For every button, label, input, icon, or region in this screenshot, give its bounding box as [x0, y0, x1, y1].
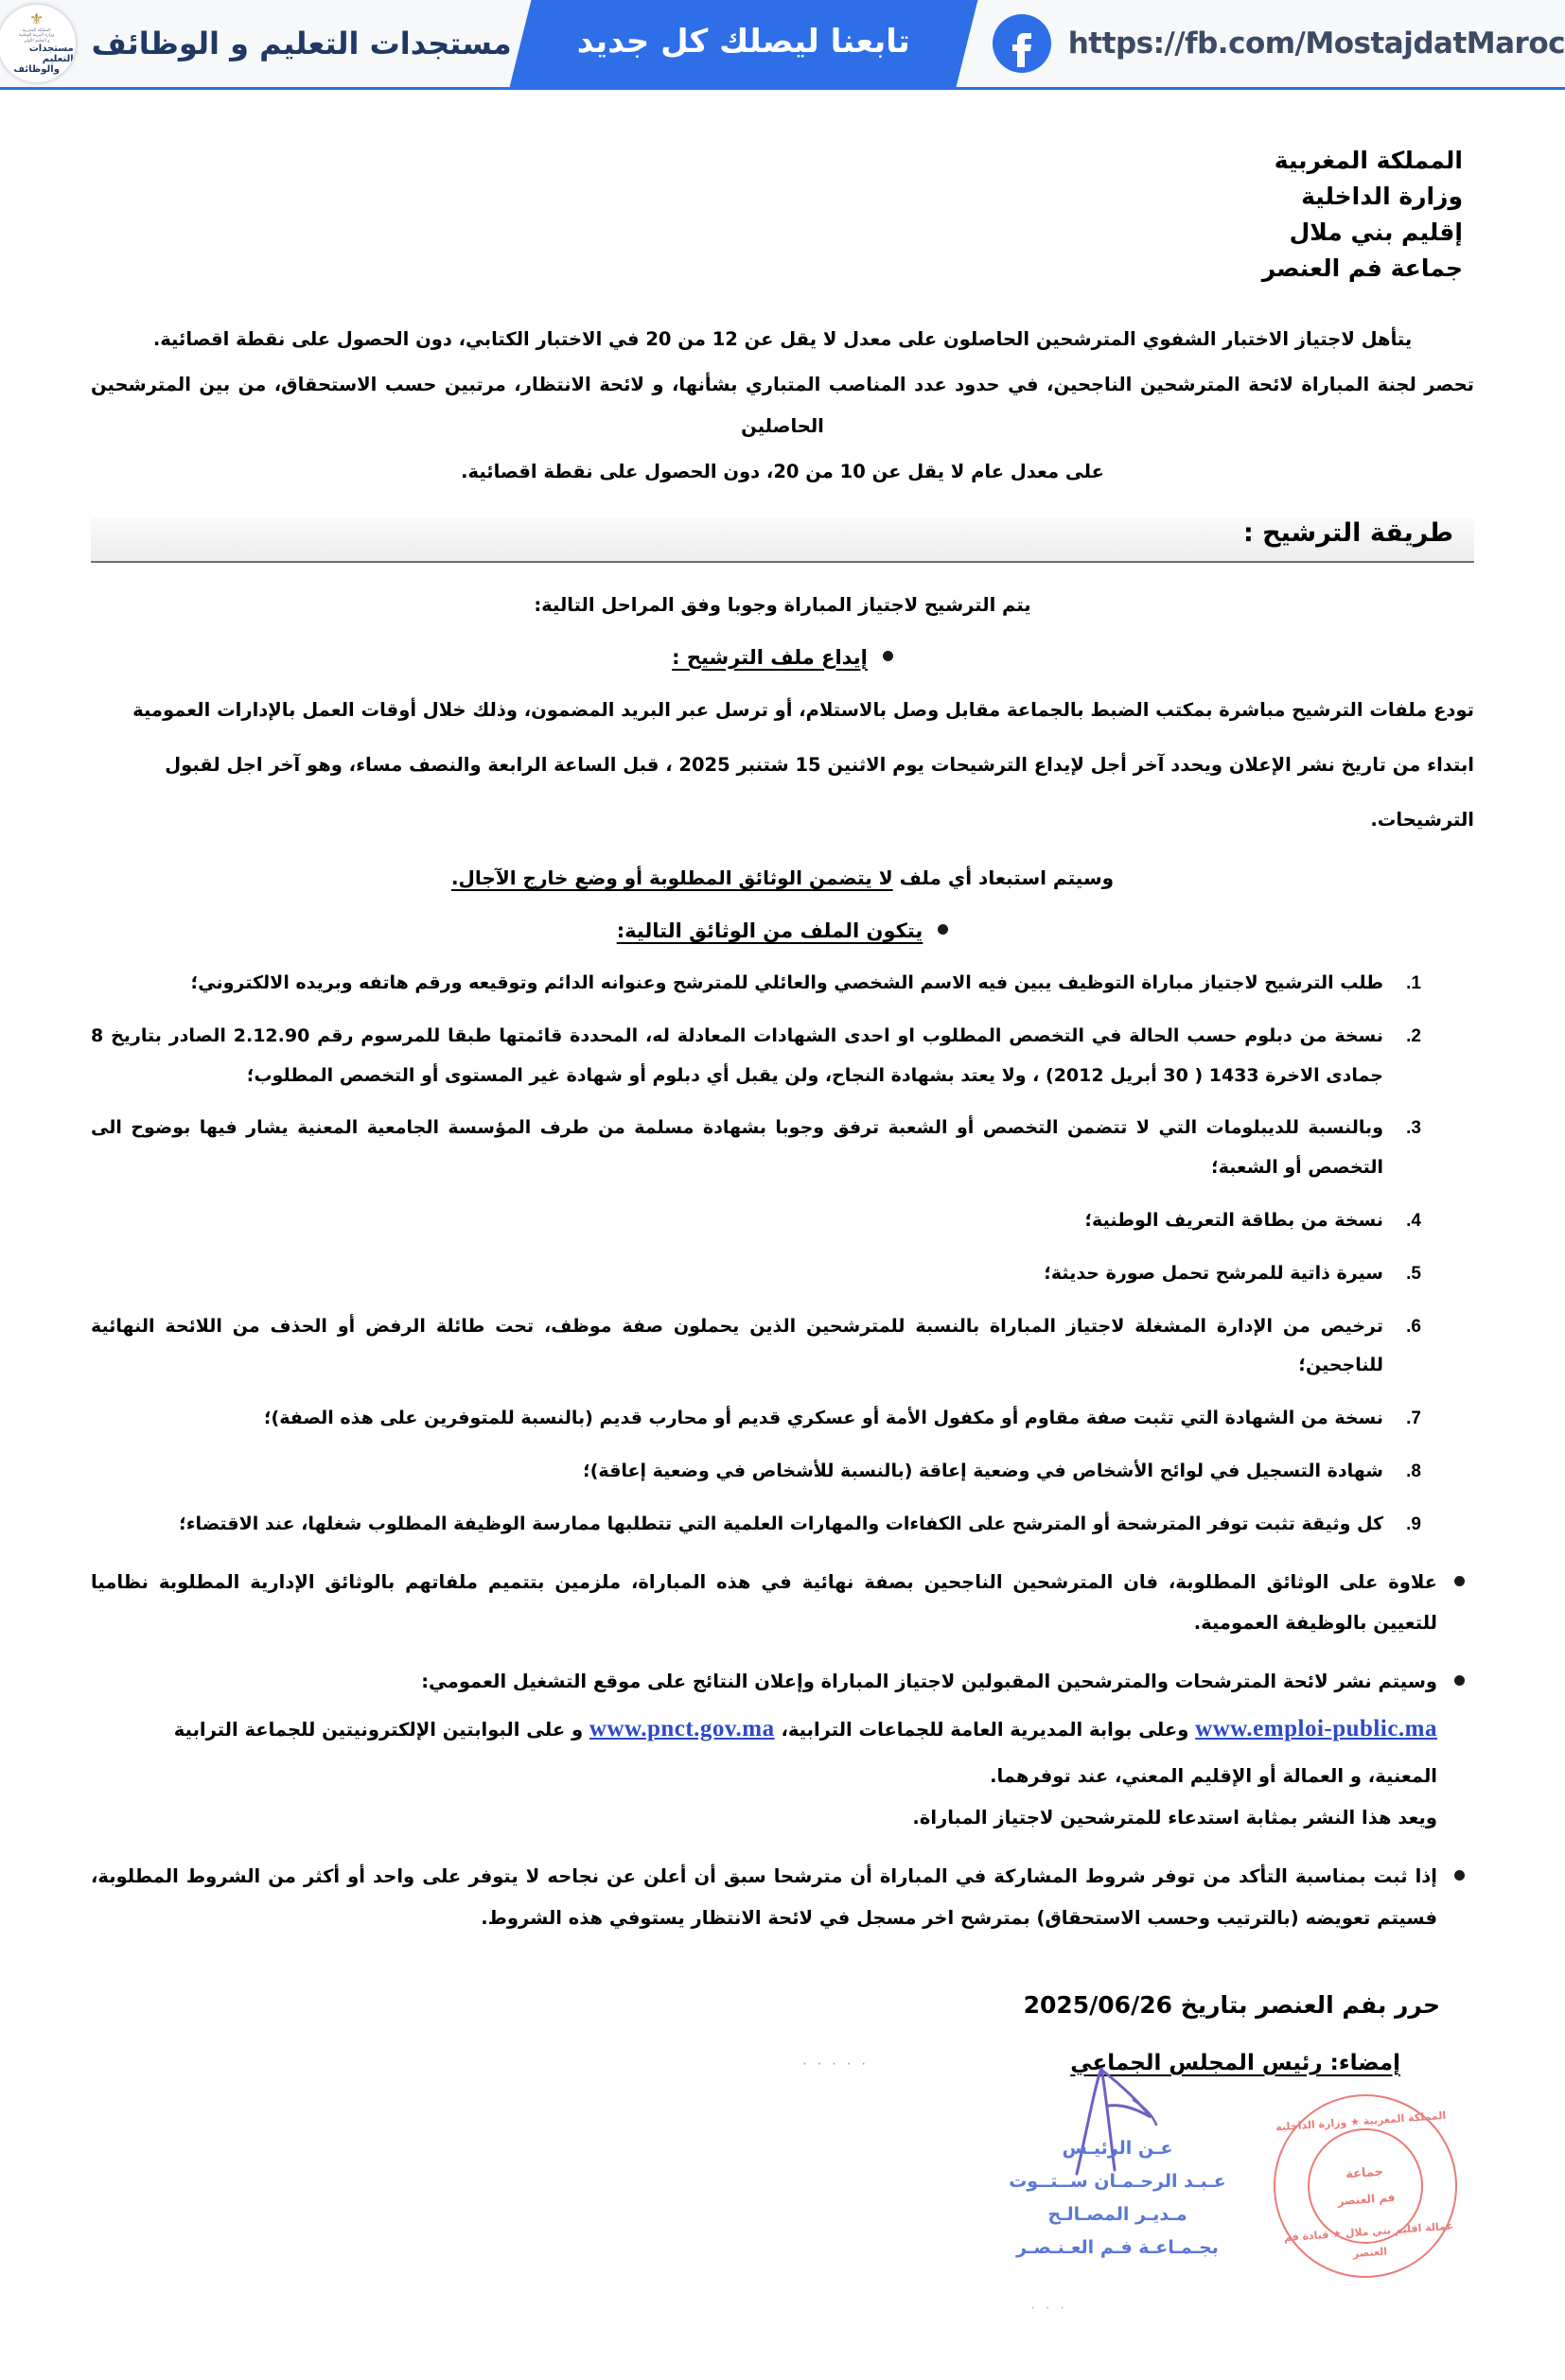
- deposit-paragraph-2: ابتداء من تاريخ نشر الإعلان ويحدد آخر أجل لإيداع الترشيحات يوم الاثنين 15 شتنبر 2025 ، قبل الساعة الرابعة والنصف مساء، وهو آخر اجل لقبول: [165, 754, 1474, 777]
- closing-text-3: إذا ثبت بمناسبة التأكد من توفر شروط المشاركة في المباراة أن مترشحا سبق أن أعلن عن نجاحه لا يتوفر على واحد أو أكثر من الشروط المطلوبة، فسيتم تعويضه (بالترتيب وحسب الاستحقاق) بمترشح اخر مسجل في لائحة الانتظار يستوفي هذه الشروط.: [91, 1865, 1437, 1930]
- doc-item-3: نسخة من بطاقة التعريف الوطنية؛: [1084, 1210, 1383, 1231]
- closing-bullet-2: [91, 1661, 1474, 1839]
- publication-line-3: ويعد هذا النشر بمثابة استدعاء للمترشحين لاجتياز المباراة.: [912, 1807, 1437, 1829]
- stamp-center-2: فم العنصر: [1337, 2190, 1396, 2208]
- deposit-paragraph-1: تودع ملفات الترشيح مباشرة بمكتب الضبط بالجماعة مقابل وصل بالاستلام، أو ترسل عبر البريد المضمون، وذلك خلال أوقات العمل بالإدارات العمومية: [132, 699, 1474, 722]
- signature-area: [91, 1983, 1474, 2380]
- intro-line-2: تحصر لجنة المباراة لائحة المترشحين الناجحين، في حدود عدد المناصب المتباري بشأنها، و لائحة الانتظار، مرتبين حسب الاستحقاق، من بين المترشحين الحاصلين: [91, 373, 1474, 437]
- section-lead: يتم الترشيح لاجتياز المباراة وجوبا وفق المراحل التالية:: [534, 593, 1031, 616]
- closing-bullet-1: [91, 1562, 1474, 1645]
- section-header-band: [91, 517, 1474, 563]
- banner-slogan: تابعنا ليصلك كل جديد: [576, 23, 910, 61]
- document-content: [0, 143, 1565, 2380]
- deposit-warning-prefix: وسيتم استبعاد أي ملف: [892, 866, 1115, 890]
- bullet-dot-icon: [883, 651, 893, 661]
- intro-line-1: يتأهل لاجتياز الاختبار الشفوي المترشحين الحاصلون على معدل لا يقل عن 12 من 20 في الاختبار الكتابي، دون الحصول على نقطة اقصائية.: [152, 328, 1413, 350]
- site-title: مستجدات التعليم و الوظائف: [91, 26, 512, 61]
- deposit-paragraph-3: الترشيحات.: [1370, 809, 1474, 831]
- banner-brand-block: [0, 0, 521, 87]
- dots-decoration-2: · · ·: [1030, 2299, 1067, 2317]
- promo-banner: [0, 0, 1565, 90]
- doc-item-7: شهادة التسجيل في لوائح الأشخاص في وضعية إعاقة (بالنسبة للأشخاص في وضعية إعاقة)؛: [583, 1460, 1383, 1481]
- logo-line-1: مستجدات التعليم: [28, 44, 74, 65]
- letterhead-kingdom: المملكة المغربية: [1274, 147, 1463, 174]
- publication-line: وسيتم نشر لائحة المترشحات والمترشحين المقبولين لاجتياز المباراة وإعلان النتائج على موقع التشغيل العمومي:: [421, 1671, 1437, 1693]
- doc-item-4: سيرة ذاتية للمرشح تحمل صورة حديثة؛: [1044, 1262, 1383, 1284]
- moroccan-crest-icon: ⚜: [29, 9, 44, 29]
- signatory-line-2: عـبـد الرحـمـان ســتــوت: [1009, 2171, 1226, 2193]
- doc-item-1: طلب الترشيح لاجتياز مباراة التوظيف يبين فيه الاسم الشخصي والعائلي للمترشح وعنوانه الدائم وتوقيعه ورقم هاتفه وبريده الالكتروني؛: [190, 972, 1383, 994]
- closing-text-2: [91, 1661, 1437, 1839]
- bullet-deposit-title: إيداع ملف الترشيح :: [672, 645, 868, 669]
- pnct-link[interactable]: www.pnct.gov.ma: [589, 1716, 775, 1742]
- intro-line-3: على معدل عام لا يقل عن 10 من 20، دون الحصول على نقطة اقصائية.: [461, 460, 1104, 482]
- publication-mid-2: وعلى بوابة المديرية العامة للجماعات الترابية،: [781, 1719, 1189, 1741]
- doc-item-8: كل وثيقة تثبت توفر المترشحة أو المترشح على الكفاءات والمهارات العلمية التي تتطلبها ممارسة الوظيفة المطلوب شغلها، عند الاقتضاء؛: [179, 1513, 1383, 1534]
- signatory-line-4: بجـمـاعـة فـم العـنـصـر: [1016, 2237, 1219, 2259]
- letterhead-province: إقليم بني ملال: [1289, 219, 1463, 246]
- doc-item-5: ترخيص من الإدارة المشغلة لاجتياز المباراة بالنسبة للمترشحين الذين يحملون صفة موظف، تحت طائلة الرفض أو الحذف من اللائحة النهائية للناجحين؛: [91, 1315, 1383, 1376]
- doc-item-2-note: وبالنسبة للديبلومات التي لا تتضمن التخصص أو الشعبة ترفق وجوبا بشهادة مسلمة من طرف المؤسسة الجامعية المعنية يشار فيها بوضوح الى التخصص أو الشعبة؛: [91, 1117, 1383, 1179]
- deposit-warning: [91, 860, 1474, 897]
- banner-facebook-block: [966, 0, 1565, 87]
- signatory-block: [961, 2132, 1274, 2266]
- site-logo-icon: [0, 4, 77, 83]
- publication-mid-1: و على البوابتين الإلكترونيتين للجماعة الترابية: [173, 1719, 584, 1741]
- bullet-dot-icon: [1454, 1576, 1465, 1586]
- closing-text-1: علاوة على الوثائق المطلوبة، فان المترشحين الناجحين بصفة نهائية في هذه المباراة، ملزمين بتتميم ملفاتهم بالوثائق الإدارية المطلوبة نظاميا للتعيين بالوظيفة العمومية.: [91, 1570, 1437, 1635]
- bullet-documents-title: يتكون الملف من الوثائق التالية:: [616, 919, 923, 943]
- facebook-icon[interactable]: [993, 14, 1051, 73]
- bullet-dot-icon: [1454, 1870, 1465, 1881]
- stamp-center-1: جماعة: [1345, 2164, 1384, 2181]
- facebook-url[interactable]: https://fb.com/MostajdatMaroc: [1067, 26, 1565, 61]
- bullet-dot-icon: [938, 924, 948, 935]
- intro-paragraphs: [91, 319, 1474, 493]
- stamp-outer-top: المملكة المغربية ★ وزارة الداخلية: [1275, 2109, 1447, 2134]
- signatory-line-1: عـن الرئيـس: [1062, 2137, 1173, 2159]
- closing-bullet-3: [91, 1856, 1474, 1939]
- doc-item-2: نسخة من دبلوم حسب الحالة في التخصص المطلوب او احدى الشهادات المعادلة له، المحددة قائمتها طبقا للمرسوم رقم 2.12.90 الصادر بتاريخ 8 جمادى الاخرة 1433 ( 30 أبريل 2012) ، ولا يعتد بشهادة النجاح، ولن يقبل أي دبلوم أو شهادة غير المستوى أو التخصص المطلوب؛: [91, 1024, 1384, 1086]
- bullet-documents: [91, 912, 1474, 951]
- banner-slogan-block: [521, 0, 966, 87]
- signature-role: إمضاء: رئيس المجلس الجماعي: [1070, 2050, 1400, 2075]
- bullet-deposit: [91, 639, 1474, 677]
- publication-line-2: المعنية، و العمالة أو الإقليم المعني، عند توفرهما.: [990, 1765, 1437, 1788]
- letterhead: [91, 143, 1474, 287]
- section-title: طريقة الترشيح :: [1242, 517, 1453, 548]
- signature-date: حرر بفم العنصر بتاريخ 2025/06/26: [1023, 1990, 1440, 2019]
- bullet-dot-icon: [1454, 1675, 1465, 1686]
- dots-decoration: · · · · ·: [802, 2055, 869, 2073]
- doc-item-6: نسخة من الشهادة التي تثبت صفة مقاوم أو مكفول الأمة أو عسكري قديم أو محارب قديم (بالنسبة للمتوفرين على هذه الصفة)؛: [263, 1408, 1383, 1429]
- logo-ministry-lines: المملكة المغربية وزارة التربية الوطنية و التعليم الأولي: [19, 27, 55, 44]
- official-stamp-icon: [1267, 2088, 1463, 2284]
- stamp-outer-bottom: عمالة اقليم بني ملال ★ قيادة فم العنصر: [1283, 2219, 1454, 2260]
- emploi-public-link[interactable]: www.emploi-public.ma: [1195, 1716, 1437, 1742]
- letterhead-commune: جماعة فم العنصر: [1261, 254, 1463, 282]
- required-documents-list: [91, 964, 1474, 1545]
- signatory-line-3: مـديـر المصـالـح: [1047, 2204, 1187, 2226]
- logo-line-2: والوظائف: [13, 64, 60, 76]
- letterhead-ministry: وزارة الداخلية: [1301, 183, 1463, 210]
- deposit-warning-underlined: لا يتضمن الوثائق المطلوبة أو وضع خارج الآجال.: [450, 866, 893, 890]
